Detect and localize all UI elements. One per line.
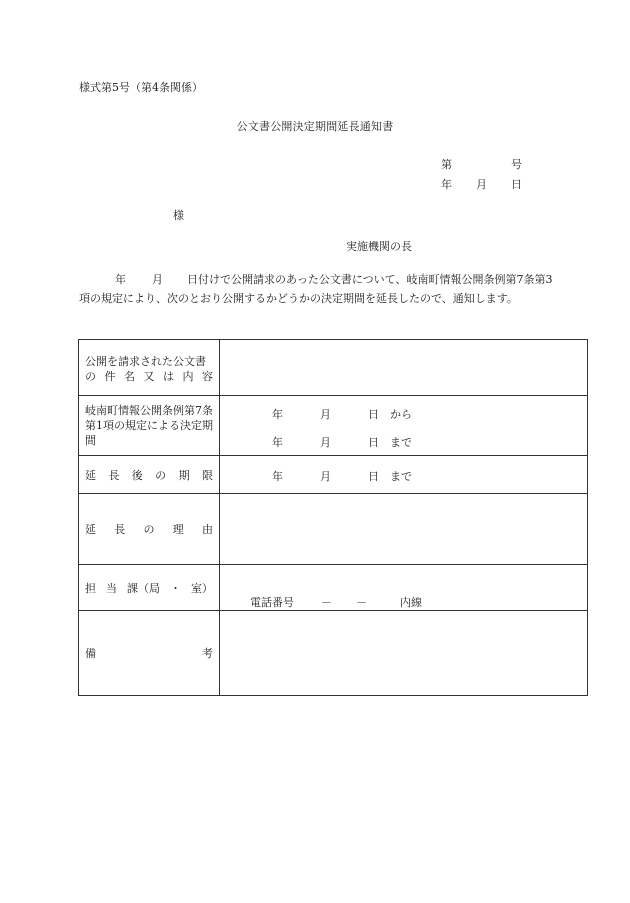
char: は [163, 369, 174, 383]
document-title: 公文書公開決定期間延長通知書 [236, 120, 394, 133]
label-line1: 公開を請求された公文書 [85, 354, 206, 368]
value-extended-deadline[interactable] [220, 456, 588, 494]
table-row [79, 611, 588, 696]
label-extension-reason [79, 494, 220, 565]
label-requested-document [79, 340, 220, 396]
to-month: 月 [320, 436, 331, 449]
char: 名 [124, 369, 135, 383]
char: 考 [202, 647, 213, 660]
char: 長 [108, 468, 120, 482]
char: 備 [85, 647, 96, 660]
label-extended-deadline [79, 456, 220, 494]
doc-number-dai: 第 [441, 158, 452, 171]
char: 室） [191, 581, 213, 595]
char: の [85, 369, 96, 383]
from-month: 月 [320, 408, 331, 421]
body-year: 年 [115, 273, 126, 286]
body-text: 日付けで公開請求のあった公文書について、岐南町情報公開条例第7条第3項の規定により、次のとおり公開するかどうかの決定期間を延長したので、通知します。 [79, 273, 553, 305]
deadline-suffix: まで [390, 470, 412, 483]
doc-number-go: 号 [511, 158, 522, 171]
char: 担 [85, 581, 96, 595]
date-day: 日 [511, 178, 522, 191]
date-year: 年 [441, 178, 452, 191]
table-row [79, 565, 588, 611]
value-extension-reason[interactable] [220, 494, 588, 565]
deadline-month: 月 [320, 470, 331, 483]
value-decision-period[interactable] [220, 396, 588, 456]
deadline-day: 日 [368, 470, 379, 483]
table-row [79, 340, 588, 396]
phone-dash-1: － [321, 596, 332, 609]
from-suffix: から [390, 408, 412, 421]
char: 限 [201, 468, 213, 482]
char: 理 [172, 523, 184, 536]
date-month: 月 [476, 178, 487, 191]
char: 内 [182, 369, 194, 383]
form-number-label: 様式第5号（第4条関係） [79, 81, 203, 94]
label-decision-period: 岐南町情報公開条例第7条第1項の規定による決定期間 [79, 396, 220, 456]
char: 容 [202, 369, 213, 383]
from-day: 日 [368, 408, 379, 421]
char: 期 [178, 468, 190, 482]
table-row [79, 456, 588, 494]
char: 又 [143, 369, 155, 383]
value-requested-document[interactable] [220, 340, 588, 396]
char: の [155, 468, 167, 482]
to-suffix: まで [390, 436, 412, 449]
body-paragraph [79, 271, 554, 308]
phone-dash-2: － [356, 596, 367, 609]
phone-label: 電話番号 [250, 596, 294, 609]
to-year: 年 [272, 436, 283, 449]
table-row [79, 396, 588, 456]
char: 延 [85, 468, 96, 482]
char: 件 [104, 369, 116, 383]
label-responsible-section [79, 565, 220, 611]
char: 長 [114, 523, 126, 536]
char: ・ [170, 581, 181, 595]
label-line2 [85, 369, 213, 384]
char: 課（局 [127, 581, 160, 595]
sender-title: 実施機関の長 [346, 240, 412, 253]
table-row [79, 494, 588, 565]
extension-label: 内線 [400, 596, 422, 609]
addressee-sama: 様 [173, 209, 184, 222]
value-responsible-section[interactable] [220, 565, 588, 611]
char: 由 [202, 523, 213, 536]
body-month: 月 [152, 273, 163, 286]
to-day: 日 [368, 436, 379, 449]
info-table [78, 339, 588, 696]
value-remarks[interactable] [220, 611, 588, 696]
char: 後 [131, 468, 143, 482]
deadline-year: 年 [272, 470, 283, 483]
label-remarks [79, 611, 220, 696]
char: 当 [106, 581, 117, 595]
char: の [143, 523, 155, 536]
char: 延 [85, 523, 96, 536]
from-year: 年 [272, 408, 283, 421]
